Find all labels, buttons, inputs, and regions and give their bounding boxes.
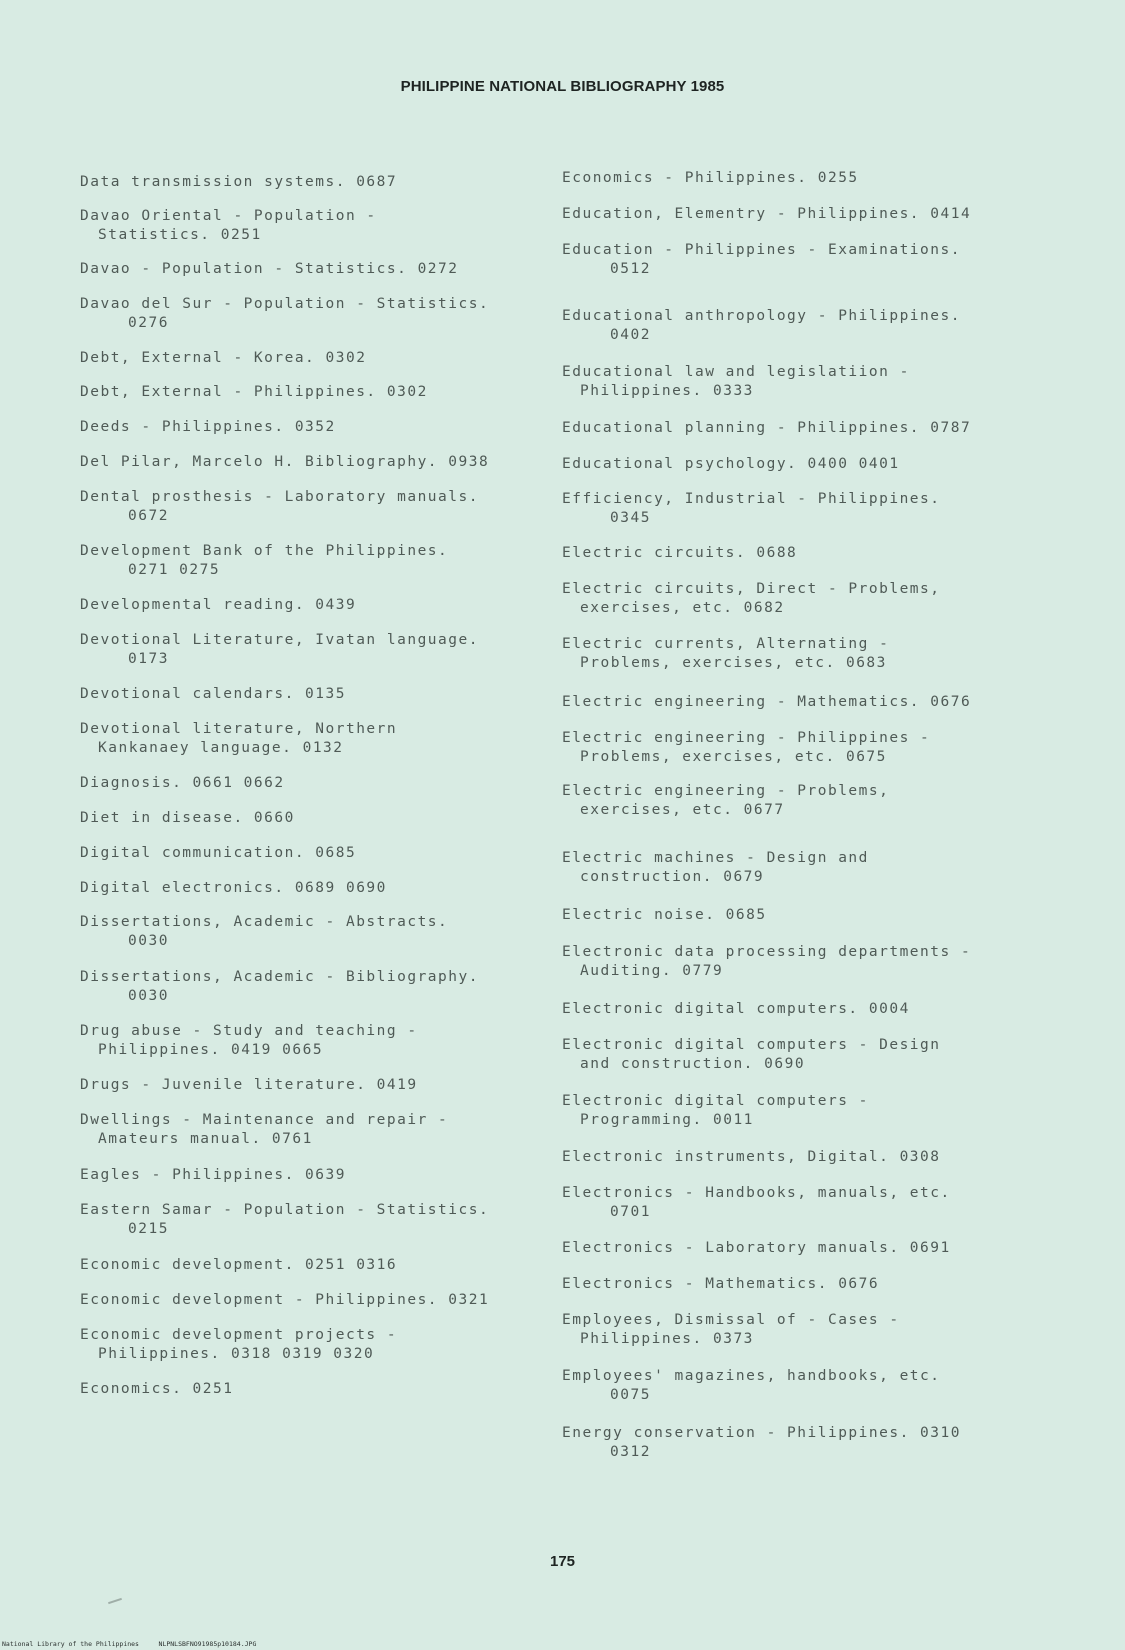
entry-line1: Drugs - Juvenile literature. 0419: [80, 1077, 418, 1093]
entry-line1: Electric currents, Alternating -: [562, 636, 890, 652]
entry-line1: Digital electronics. 0689 0690: [80, 880, 387, 896]
scan-smudge: [108, 1598, 122, 1604]
entry-line1: Educational psychology. 0400 0401: [562, 456, 900, 472]
entry-line1: Electric engineering - Problems,: [562, 783, 890, 799]
entry-line1: Devotional calendars. 0135: [80, 686, 346, 702]
index-entry: [562, 1367, 941, 1405]
index-entry: [80, 542, 448, 580]
page-header: PHILIPPINE NATIONAL BIBLIOGRAPHY 1985: [400, 78, 725, 95]
index-entry: [562, 1092, 869, 1130]
entry-line1: Efficiency, Industrial - Philippines.: [562, 491, 941, 507]
entry-line1: Davao del Sur - Population - Statistics.: [80, 296, 490, 312]
index-entry: [80, 1380, 233, 1399]
index-entry: [80, 685, 346, 704]
entry-line2: Statistics. 0251: [98, 227, 262, 243]
index-entry: [80, 1201, 489, 1239]
index-entry: [562, 1184, 951, 1222]
entry-line1: Digital communication. 0685: [80, 845, 357, 861]
entry-line1: Devotional literature, Northern: [80, 721, 398, 737]
index-entry: [562, 580, 941, 618]
entry-line2: 0075: [610, 1387, 651, 1403]
entry-line2: Philippines. 0419 0665: [98, 1042, 324, 1058]
entry-line2: Programming. 0011: [580, 1112, 754, 1128]
index-entry: [80, 1166, 346, 1185]
entry-line1: Electronics - Laboratory manuals. 0691: [562, 1240, 951, 1256]
entry-line2: 0271 0275: [128, 562, 221, 578]
entry-line1: Dissertations, Academic - Bibliography.: [80, 969, 479, 985]
entry-line1: Electric circuits. 0688: [562, 545, 798, 561]
index-entry: [80, 1326, 397, 1364]
entry-line1: Electric engineering - Philippines -: [562, 730, 931, 746]
entry-line1: Debt, External - Korea. 0302: [80, 350, 367, 366]
index-entry: [562, 1148, 941, 1167]
entry-line2: 0672: [128, 508, 169, 524]
entry-line2: 0173: [128, 651, 169, 667]
entry-line1: Economic development. 0251 0316: [80, 1257, 398, 1273]
index-entry: [80, 631, 479, 669]
entry-line2: exercises, etc. 0677: [580, 802, 785, 818]
index-entry: [80, 1291, 489, 1310]
index-entry: [80, 844, 356, 863]
index-entry: [80, 453, 489, 472]
entry-line2: 0512: [610, 261, 651, 277]
index-entry: [562, 1424, 961, 1462]
entry-line2: Philippines. 0333: [580, 383, 754, 399]
entry-line1: Electric engineering - Mathematics. 0676: [562, 694, 972, 710]
index-entry: [562, 241, 961, 279]
index-entry: [80, 383, 428, 402]
index-entry: [562, 205, 971, 224]
index-entry: [562, 1000, 910, 1019]
index-entry: [562, 1036, 941, 1074]
entry-line1: Electric circuits, Direct - Problems,: [562, 581, 941, 597]
index-entry: [562, 729, 930, 767]
entry-line2: 0345: [610, 510, 651, 526]
entry-line1: Electronic digital computers. 0004: [562, 1001, 910, 1017]
entry-line1: Davao Oriental - Population -: [80, 208, 377, 224]
entry-line1: Economics. 0251: [80, 1381, 234, 1397]
entry-line1: Eastern Samar - Population - Statistics.: [80, 1202, 490, 1218]
index-entry: [562, 1275, 879, 1294]
index-entry: [562, 363, 910, 401]
entry-line1: Energy conservation - Philippines. 0310: [562, 1425, 961, 1441]
entry-line1: Electric noise. 0685: [562, 907, 767, 923]
entry-line1: Dental prosthesis - Laboratory manuals.: [80, 489, 479, 505]
entry-line2: Philippines. 0373: [580, 1331, 754, 1347]
index-entry: [562, 1311, 900, 1349]
index-entry: [562, 635, 889, 673]
entry-line1: Dwellings - Maintenance and repair -: [80, 1112, 449, 1128]
index-entry: [80, 596, 356, 615]
index-entry: [80, 1022, 418, 1060]
index-entry: [80, 1076, 418, 1095]
index-entry: [80, 809, 295, 828]
index-entry: [562, 943, 971, 981]
index-entry: [80, 774, 285, 793]
entry-line2: Problems, exercises, etc. 0675: [580, 749, 887, 765]
index-entry: [562, 849, 869, 887]
index-entry: [80, 968, 479, 1006]
scan-footer-note: National Library of the Philippines NLPNLSBFNO91985p10184.JPG: [2, 1640, 257, 1648]
entry-line1: Economics - Philippines. 0255: [562, 170, 859, 186]
index-entry: [80, 488, 479, 526]
entry-line1: Electronic digital computers - Design: [562, 1037, 941, 1053]
index-entry: [80, 418, 336, 437]
entry-line1: Electronics - Handbooks, manuals, etc.: [562, 1185, 951, 1201]
entry-line1: Electric machines - Design and: [562, 850, 869, 866]
entry-line1: Drug abuse - Study and teaching -: [80, 1023, 418, 1039]
entry-line2: 0215: [128, 1221, 169, 1237]
index-entry: [562, 693, 971, 712]
entry-line1: Devotional Literature, Ivatan language.: [80, 632, 479, 648]
entry-line1: Debt, External - Philippines. 0302: [80, 384, 428, 400]
entry-line1: Electronics - Mathematics. 0676: [562, 1276, 880, 1292]
entry-line1: Eagles - Philippines. 0639: [80, 1167, 346, 1183]
entry-line1: Education - Philippines - Examinations.: [562, 242, 961, 258]
entry-line1: Dissertations, Academic - Abstracts.: [80, 914, 449, 930]
entry-line2: Problems, exercises, etc. 0683: [580, 655, 887, 671]
entry-line1: Educational anthropology - Philippines.: [562, 308, 961, 324]
entry-line1: Economic development - Philippines. 0321: [80, 1292, 490, 1308]
entry-line2: Amateurs manual. 0761: [98, 1131, 313, 1147]
entry-line2: construction. 0679: [580, 869, 765, 885]
entry-line1: Davao - Population - Statistics. 0272: [80, 261, 459, 277]
entry-line1: Diagnosis. 0661 0662: [80, 775, 285, 791]
entry-line1: Educational planning - Philippines. 0787: [562, 420, 972, 436]
entry-line1: Electronic instruments, Digital. 0308: [562, 1149, 941, 1165]
entry-line2: 0402: [610, 327, 651, 343]
index-entry: [80, 720, 397, 758]
entry-line1: Del Pilar, Marcelo H. Bibliography. 0938: [80, 454, 490, 470]
index-entry: [562, 307, 961, 345]
index-entry: [562, 455, 900, 474]
index-entry: [562, 169, 859, 188]
entry-line2: and construction. 0690: [580, 1056, 806, 1072]
entry-line1: Development Bank of the Philippines.: [80, 543, 449, 559]
entry-line1: Economic development projects -: [80, 1327, 398, 1343]
entry-line2: 0276: [128, 315, 169, 331]
index-entry: [80, 295, 489, 333]
entry-line2: 0701: [610, 1204, 651, 1220]
entry-line2: 0312: [610, 1444, 651, 1460]
entry-line1: Employees, Dismissal of - Cases -: [562, 1312, 900, 1328]
entry-line2: exercises, etc. 0682: [580, 600, 785, 616]
entry-line2: Philippines. 0318 0319 0320: [98, 1346, 375, 1362]
index-entry: [562, 906, 767, 925]
index-entry: [562, 490, 941, 528]
entry-line1: Deeds - Philippines. 0352: [80, 419, 336, 435]
index-entry: [80, 207, 377, 245]
entry-line1: Employees' magazines, handbooks, etc.: [562, 1368, 941, 1384]
entry-line2: Auditing. 0779: [580, 963, 724, 979]
index-entry: [80, 913, 448, 951]
entry-line2: 0030: [128, 933, 169, 949]
index-entry: [562, 782, 889, 820]
index-entry: [80, 349, 366, 368]
index-entry: [80, 260, 459, 279]
index-entry: [80, 879, 387, 898]
entry-line1: Electronic digital computers -: [562, 1093, 869, 1109]
index-entry: [562, 419, 971, 438]
entry-line1: Education, Elementry - Philippines. 0414: [562, 206, 972, 222]
index-entry: [562, 1239, 951, 1258]
page-number: 175: [549, 1553, 576, 1570]
entry-line1: Developmental reading. 0439: [80, 597, 357, 613]
index-entry: [80, 173, 397, 192]
index-entry: [80, 1111, 448, 1149]
index-entry: [80, 1256, 397, 1275]
entry-line1: Data transmission systems. 0687: [80, 174, 398, 190]
entry-line1: Educational law and legislatiion -: [562, 364, 910, 380]
index-entry: [562, 544, 797, 563]
entry-line2: Kankanaey language. 0132: [98, 740, 344, 756]
entry-line2: 0030: [128, 988, 169, 1004]
entry-line1: Diet in disease. 0660: [80, 810, 295, 826]
entry-line1: Electronic data processing departments -: [562, 944, 972, 960]
